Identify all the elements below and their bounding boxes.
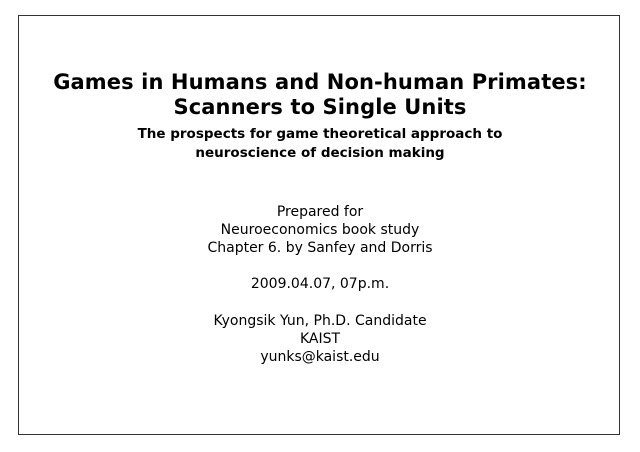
prepared-label: Prepared for bbox=[276, 204, 364, 220]
title-line-1: Games in Humans and Non-human Primates: bbox=[53, 70, 587, 94]
chapter-info: Chapter 6. by Sanfey and Dorris bbox=[207, 240, 433, 256]
presenter-name: Kyongsik Yun, Ph.D. Candidate bbox=[213, 313, 427, 329]
presenter-affiliation: KAIST bbox=[299, 331, 341, 347]
presentation-date: 2009.04.07, 07p.m. bbox=[250, 276, 390, 292]
presenter-email: yunks@kaist.edu bbox=[260, 349, 380, 365]
subtitle-line-1: The prospects for game theoretical approach to bbox=[137, 126, 503, 142]
study-name: Neuroeconomics book study bbox=[220, 222, 420, 238]
title-line-2: Scanners to Single Units bbox=[173, 95, 467, 119]
subtitle-line-2: neuroscience of decision making bbox=[195, 145, 445, 161]
